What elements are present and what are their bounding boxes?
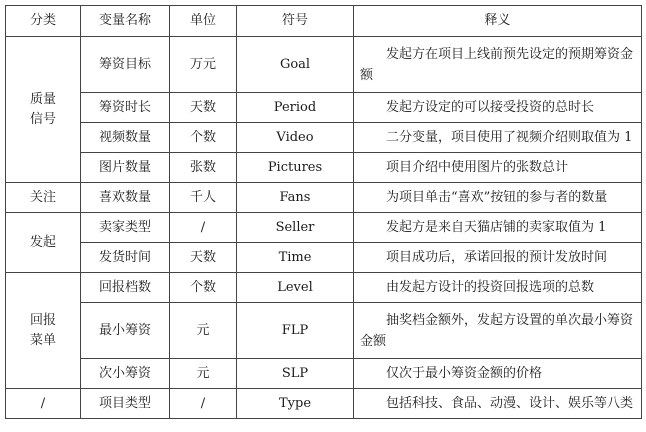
header-variable-name: 变量名称 [81,6,170,37]
symbol-cell: Video [237,123,354,153]
symbol-cell: Type [237,389,354,419]
description-cell: 由发起方设计的投资回报选项的总数 [354,273,642,303]
unit-cell: 天数 [170,93,237,123]
description-cell: 项目成功后，承诺回报的预计发放时间 [354,243,642,273]
table-row [6,389,642,419]
symbol-cell: FLP [237,303,354,359]
table-row [6,153,642,183]
description-cell: 发起方设定的可以接受投资的总时长 [354,93,642,123]
category-cell: 回报菜单 [6,273,81,389]
variable-name-cell: 视频数量 [81,123,170,153]
symbol-cell: Time [237,243,354,273]
variable-name-cell: 发货时间 [81,243,170,273]
category-cell: / [6,389,81,419]
unit-cell: 个数 [170,273,237,303]
table-row [6,303,642,359]
description-cell: 抽奖档金额外，发起方设置的单次最小筹资金额 [354,303,642,359]
header-unit: 单位 [170,6,237,37]
table-row [6,243,642,273]
symbol-cell: Level [237,273,354,303]
table-row [6,37,642,93]
symbol-cell: Pictures [237,153,354,183]
unit-cell: 张数 [170,153,237,183]
category-cell: 发起 [6,213,81,273]
unit-cell: 天数 [170,243,237,273]
symbol-cell: Period [237,93,354,123]
symbol-cell: Fans [237,183,354,213]
description-cell: 包括科技、食品、动漫、设计、娱乐等八类 [354,389,642,419]
variable-name-cell: 次小筹资 [81,359,170,389]
variable-name-cell: 喜欢数量 [81,183,170,213]
description-cell: 为项目单击“喜欢”按钮的参与者的数量 [354,183,642,213]
unit-cell: 千人 [170,183,237,213]
variable-name-cell: 卖家类型 [81,213,170,243]
table-row [6,359,642,389]
symbol-cell: Goal [237,37,354,93]
description-cell: 项目介绍中使用图片的张数总计 [354,153,642,183]
unit-cell: / [170,213,237,243]
unit-cell: 个数 [170,123,237,153]
description-cell: 发起方是来自天猫店铺的卖家取值为 1 [354,213,642,243]
variable-name-cell: 回报档数 [81,273,170,303]
unit-cell: 万元 [170,37,237,93]
header-symbol: 符号 [237,6,354,37]
table-row [6,183,642,213]
table-row [6,213,642,243]
variable-name-cell: 筹资时长 [81,93,170,123]
table-row [6,273,642,303]
variable-name-cell: 项目类型 [81,389,170,419]
header-description: 释义 [354,6,642,37]
variable-table [5,5,642,419]
symbol-cell: Seller [237,213,354,243]
table-header-row [6,6,642,37]
table-row [6,93,642,123]
header-category: 分类 [6,6,81,37]
description-cell: 发起方在项目上线前预先设定的预期筹资金额 [354,37,642,93]
table-row [6,123,642,153]
symbol-cell: SLP [237,359,354,389]
variable-name-cell: 图片数量 [81,153,170,183]
description-cell: 仅次于最小筹资金额的价格 [354,359,642,389]
unit-cell: 元 [170,359,237,389]
category-cell: 质量信号 [6,37,81,183]
description-cell: 二分变量，项目使用了视频介绍则取值为 1 [354,123,642,153]
category-cell: 关注 [6,183,81,213]
variable-name-cell: 筹资目标 [81,37,170,93]
unit-cell: / [170,389,237,419]
variable-name-cell: 最小筹资 [81,303,170,359]
unit-cell: 元 [170,303,237,359]
